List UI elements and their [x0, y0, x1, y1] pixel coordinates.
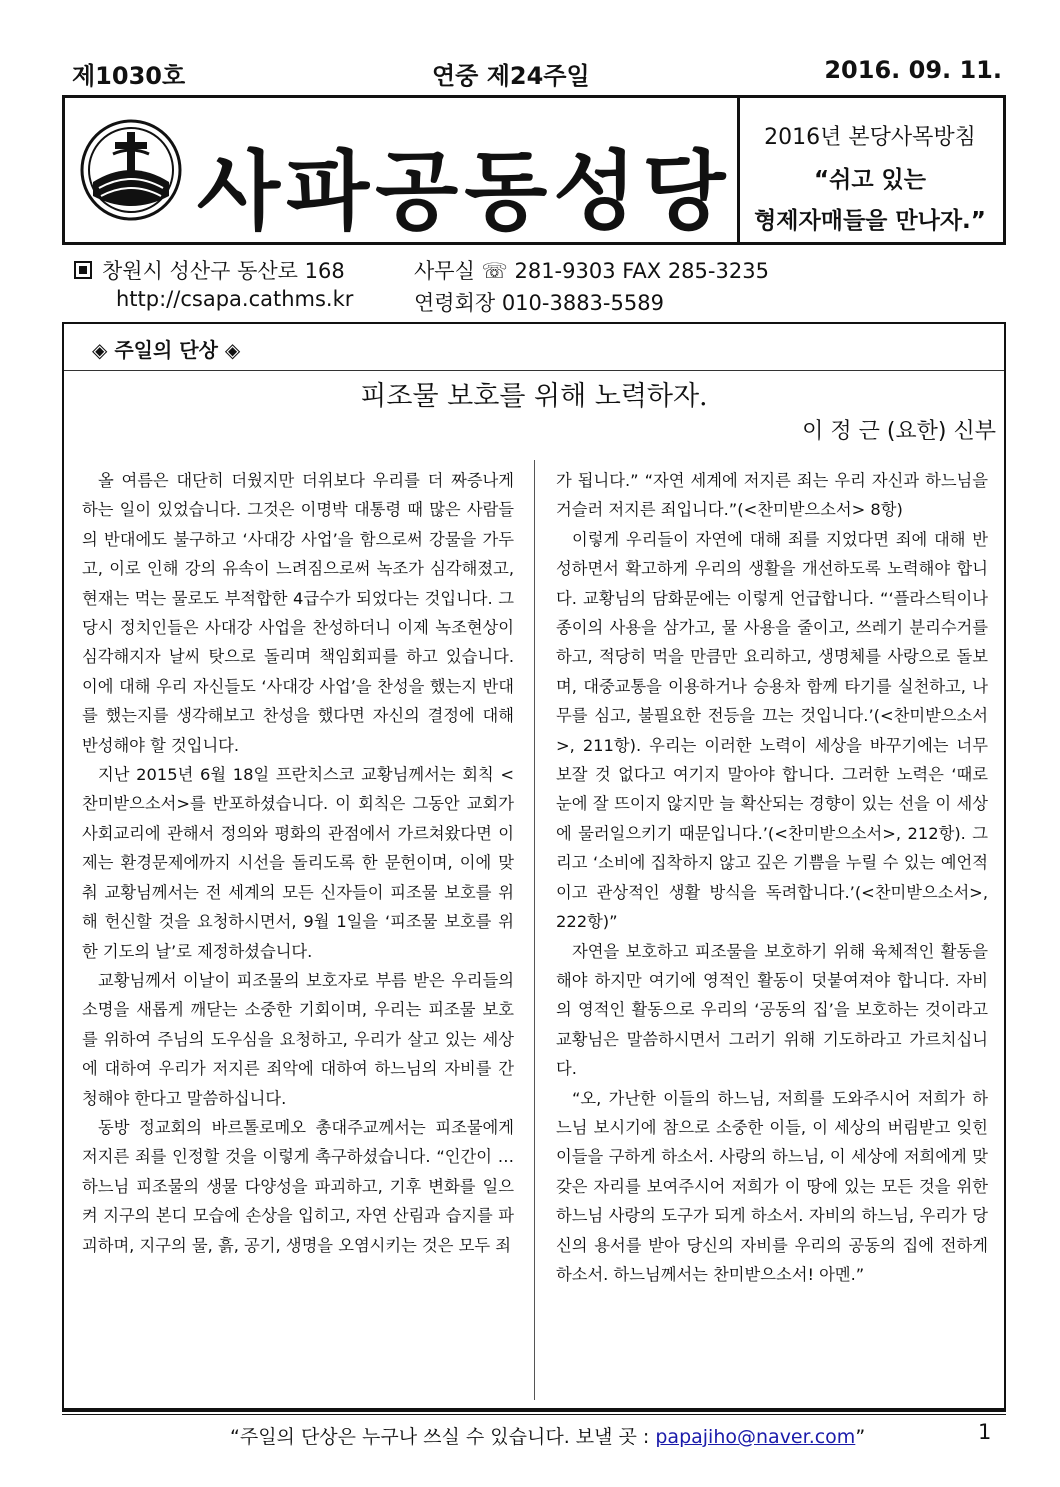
issue-number: 제1030호 [72, 62, 186, 90]
paragraph: 이렇게 우리들이 자연에 대해 죄를 지었다면 죄에 대해 반성하면서 확고하게 우리의 생활을 개선하도록 노력해야 합니다. 교황님의 담화문에는 이렇게 언급합니다. “‘플라스틱이나 종이의 사용을 삼가고, 물 사용을 줄이고, 쓰레기 분리수거를 하고, 적당히 먹을 만큼만 요리하고, 생명체를 사랑으로 돌보며, 대중교통을 이용하거나 승용차 함께 타기를 실천하고, 나무를 심고, 불필요한 전등을 끄는 것입니다.’(<찬미받으소서>, 211항). 우리는 이러한 노력이 세상을 바꾸기에는 너무 보잘 것 없다고 여기지 말아야 합니다. 그러한 노력은 ‘때로 눈에 잘 뜨이지 않지만 늘 확산되는 경향이 있는 선을 이 세상에 물러일으키기 때문입니다.’(<찬미받으소서>, 212항). 그리고 ‘소비에 집착하지 않고 깊은 기쁨을 누릴 수 있는 예언적이고 관상적인 생활 방식을 독려합니다.’(<찬미받으소서>, 222항)” [556, 529, 988, 932]
section-divider [64, 370, 1004, 371]
office-phone-fax: 사무실 ☏ 281-9303 FAX 285-3235 [414, 259, 769, 283]
paragraph: 가 됩니다.” “자연 세계에 저지른 죄는 우리 자신과 하느님을 거슬러 저지른 죄입니다.”(<찬미받으소서> 8항) [556, 471, 988, 520]
website-link[interactable]: http://csapa.cathms.kr [116, 287, 354, 311]
article-author: 이 정 근 (요한) 신부 [802, 419, 996, 444]
page-number: 1 [978, 1420, 992, 1444]
paragraph: 동방 정교회의 바르톨로메오 총대주교께서는 피조물에게 저지른 죄를 인정할 것을 이렇게 촉구하셨습니다. “인간이 … 하느님 피조물의 생물 다양성을 파괴하고, 기후 변화를 일으켜 지구의 본디 모습에 손상을 입히고, 자연 산림과 습지를 파괴하며, 지구의 물, 흙, 공기, 생명을 오염시키는 것은 모두 죄 [82, 1117, 514, 1255]
masthead [62, 95, 1006, 245]
paragraph: 자연을 보호하고 피조물을 보호하기 위해 육체적인 활동을 해야 하지만 여기에 영적인 활동이 덧붙여져야 합니다. 자비의 영적인 활동으로 우리의 ‘공동의 집’을 보호하는 것이라고 교황님은 말씀하시면서 그러기 위해 기도하라고 가르치십니다. [556, 941, 988, 1079]
issue-date: 2016. 09. 11. [824, 56, 1002, 84]
issue-header [72, 52, 1002, 92]
footer-text-end: ” [855, 1426, 866, 1448]
policy-line-1: “쉬고 있는 [814, 167, 926, 193]
parish-seal-icon [79, 118, 183, 222]
paragraph: 지난 2015년 6월 18일 프란치스코 교황님께서는 회칙 <찬미받으소서>를 반포하셨습니다. 이 회칙은 그동안 교회가 사회교리에 관해서 정의와 평화의 관점에서 가르쳐왔다면 이제는 환경문제에까지 시선을 돌리도록 한 문헌이며, 이에 맞춰 교황님께서는 전 세계의 모든 신자들이 피조물 보호를 위해 헌신할 것을 요청하시면서, 9월 1일을 ‘피조물 보호를 위한 기도의 날’로 제정하셨습니다. [82, 765, 514, 961]
pastoral-policy [737, 98, 1003, 242]
footer-text: “주일의 단상은 누구나 쓰실 수 있습니다. 보낼 곳 : [230, 1426, 656, 1448]
paragraph: 올 여름은 대단히 더웠지만 더위보다 우리를 더 짜증나게 하는 일이 있었습니다. 그것은 이명박 대통령 때 많은 사람들의 반대에도 불구하고 ‘사대강 사업’을 함으로써 강물을 가두고, 이로 인해 강의 유속이 느려짐으로써 녹조가 심각해졌고, 현재는 먹는 물로도 부적합한 4급수가 되었다는 것입니다. 그 당시 정치인들은 사대강 사업을 찬성하더니 이제 녹조현상이 심각해지자 날씨 탓으로 돌리며 책임회피를 하고 있습니다. 이에 대해 우리 자신들도 ‘사대강 사업’을 찬성을 했는지 반대를 했는지를 생각해보고 찬성을 했다면 자신의 결정에 대해 반성해야 할 것입니다. [82, 471, 514, 755]
paragraph: “오, 가난한 이들의 하느님, 저희를 도와주시어 저희가 하느님 보시기에 참으로 소중한 이들, 이 세상의 버림받고 잊힌 이들을 구하게 하소서. 사랑의 하느님, 이 세상에 저희에게 맞갖은 자리를 보여주시어 저희가 이 땅에 있는 모든 것을 위한 하느님 사랑의 도구가 되게 하소서. 자비의 하느님, 우리가 당신의 용서를 받아 당신의 자비를 우리의 공동의 집에 전하게 하소서. 하느님께서는 찬미받으소서! 아멘.” [556, 1088, 988, 1284]
footer-rule-thin [62, 1414, 1006, 1415]
association-phone: 연령회장 010-3883-5589 [414, 291, 664, 315]
paragraph: 교황님께서 이날이 피조물의 보호자로 부름 받은 우리들의 소명을 새롭게 깨닫는 소중한 기회이며, 우리는 피조물 보호를 위하여 주님의 도우심을 요청하고, 우리가 살고 있는 세상에 대하여 우리가 저지른 죄악에 대하여 하느님의 자비를 간청해야 한다고 말씀하십니다. [82, 970, 514, 1108]
policy-title: 2016년 본당사목방침 [764, 125, 976, 150]
article-column-right [556, 466, 988, 1289]
article-column-left [82, 466, 514, 1260]
liturgical-week: 연중 제24주일 [432, 62, 590, 90]
address: 창원시 성산구 동산로 168 [102, 259, 345, 283]
article-box [62, 322, 1006, 1412]
contact-info [74, 255, 1004, 319]
section-label: ◈ 주일의 단상 ◈ [92, 338, 241, 362]
column-divider [534, 460, 535, 1400]
footer-rule [62, 1408, 1006, 1411]
parish-name: 사파공동성당 [197, 141, 732, 242]
email-link[interactable]: papajiho@naver.com [655, 1426, 856, 1448]
policy-line-2: 형제자매들을 만나자.” [754, 208, 986, 234]
footer-note [230, 1422, 865, 1449]
article-title: 피조물 보호를 위해 노력하자. [360, 381, 708, 412]
square-bullet-icon [74, 261, 92, 279]
brand-area [65, 98, 740, 242]
